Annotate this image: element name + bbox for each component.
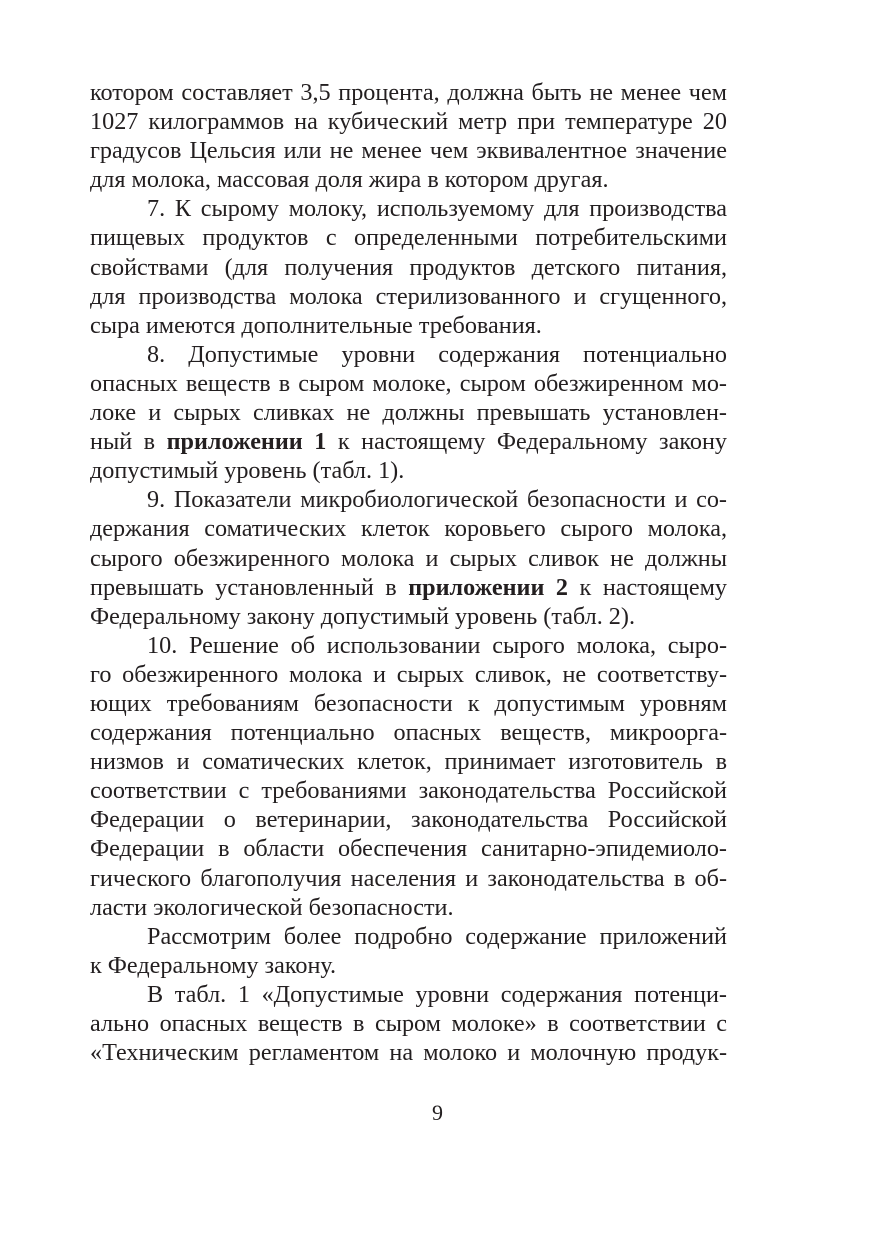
paragraph-7-start: 7. К сырому молоку, используемому для производства — [147, 195, 727, 223]
paragraph-table-1-start: В табл. 1 «Допустимые уровни содержания потенци- — [147, 980, 727, 1008]
text-line: сырого обезжиренного молока и сырых сливок не должны — [90, 544, 727, 572]
paragraph-8-start: 8. Допустимые уровни содержания потенциально — [147, 340, 727, 368]
paragraph-9-start: 9. Показатели микробиологической безопасности и со- — [147, 486, 727, 514]
text-line: свойствами (для получения продуктов детского питания, — [90, 253, 727, 281]
text-line: соответствии с требованиями законодательства Российской — [90, 777, 727, 805]
text-line: го обезжиренного молока и сырых сливок, не соответству- — [90, 660, 727, 688]
text-line: градусов Цельсия или не менее чем эквивалентное значение — [90, 137, 727, 165]
paragraph-review-start: Рассмотрим более подробно содержание приложений — [147, 922, 727, 950]
text-line: локе и сырых сливках не должны превышать установлен- — [90, 399, 727, 427]
text-line: ально опасных веществ в сыром молоке» в соответствии с — [90, 1010, 727, 1037]
text-line: «Техническим регламентом на молоко и молочную продук- — [90, 1039, 727, 1067]
text-line: ласти экологической безопасности. — [90, 893, 454, 921]
text-segment: к настоящему Федеральному закону — [326, 428, 727, 456]
paragraph-10-start: 10. Решение об использовании сырого молока, сыро- — [147, 631, 727, 659]
text-line: гического благополучия населения и законодательства в об- — [90, 864, 727, 892]
text-line: 1027 килограммов на кубический метр при температуре 20 — [90, 108, 727, 136]
text-line: к Федеральному закону. — [90, 951, 337, 979]
text-line: котором составляет 3,5 процента, должна быть не менее чем — [90, 79, 727, 106]
text-line: содержания потенциально опасных веществ, микроорга- — [90, 719, 727, 747]
text-line: низмов и соматических клеток, принимает изготовитель в — [90, 748, 727, 776]
text-line: для производства молока стерилизованного и сгущенного, — [90, 282, 727, 310]
text-line: допустимый уровень (табл. 1). — [90, 457, 405, 485]
appendix-1-reference: приложении 1 — [166, 428, 327, 456]
appendix-2-reference: приложении 2 — [408, 573, 569, 601]
text-line: Федерации о ветеринарии, законодательства Российской — [90, 806, 727, 834]
text-line: сыра имеются дополнительные требования. — [90, 311, 542, 339]
text-line: для молока, массовая доля жира в котором другая. — [90, 166, 609, 194]
text-line-appendix-1 — [90, 427, 727, 456]
text-line: Федерации в области обеспечения санитарно-эпидемиоло- — [90, 835, 727, 863]
body-text — [90, 78, 727, 1067]
text-line: пищевых продуктов с определенными потребительскими — [90, 224, 727, 252]
page-number: 9 — [432, 1100, 443, 1125]
text-segment: к настоящему — [568, 573, 727, 601]
text-line: ющих требованиям безопасности к допустимым уровням — [90, 689, 727, 717]
text-line-appendix-2 — [90, 573, 727, 602]
text-segment: ный в — [90, 428, 167, 456]
text-line: Федеральному закону допустимый уровень (табл. 2). — [90, 602, 635, 630]
text-segment: превышать установленный в — [90, 573, 409, 601]
text-line: держания соматических клеток коровьего сырого молока, — [90, 515, 727, 543]
text-line: опасных веществ в сыром молоке, сыром обезжиренном мо- — [90, 369, 727, 397]
